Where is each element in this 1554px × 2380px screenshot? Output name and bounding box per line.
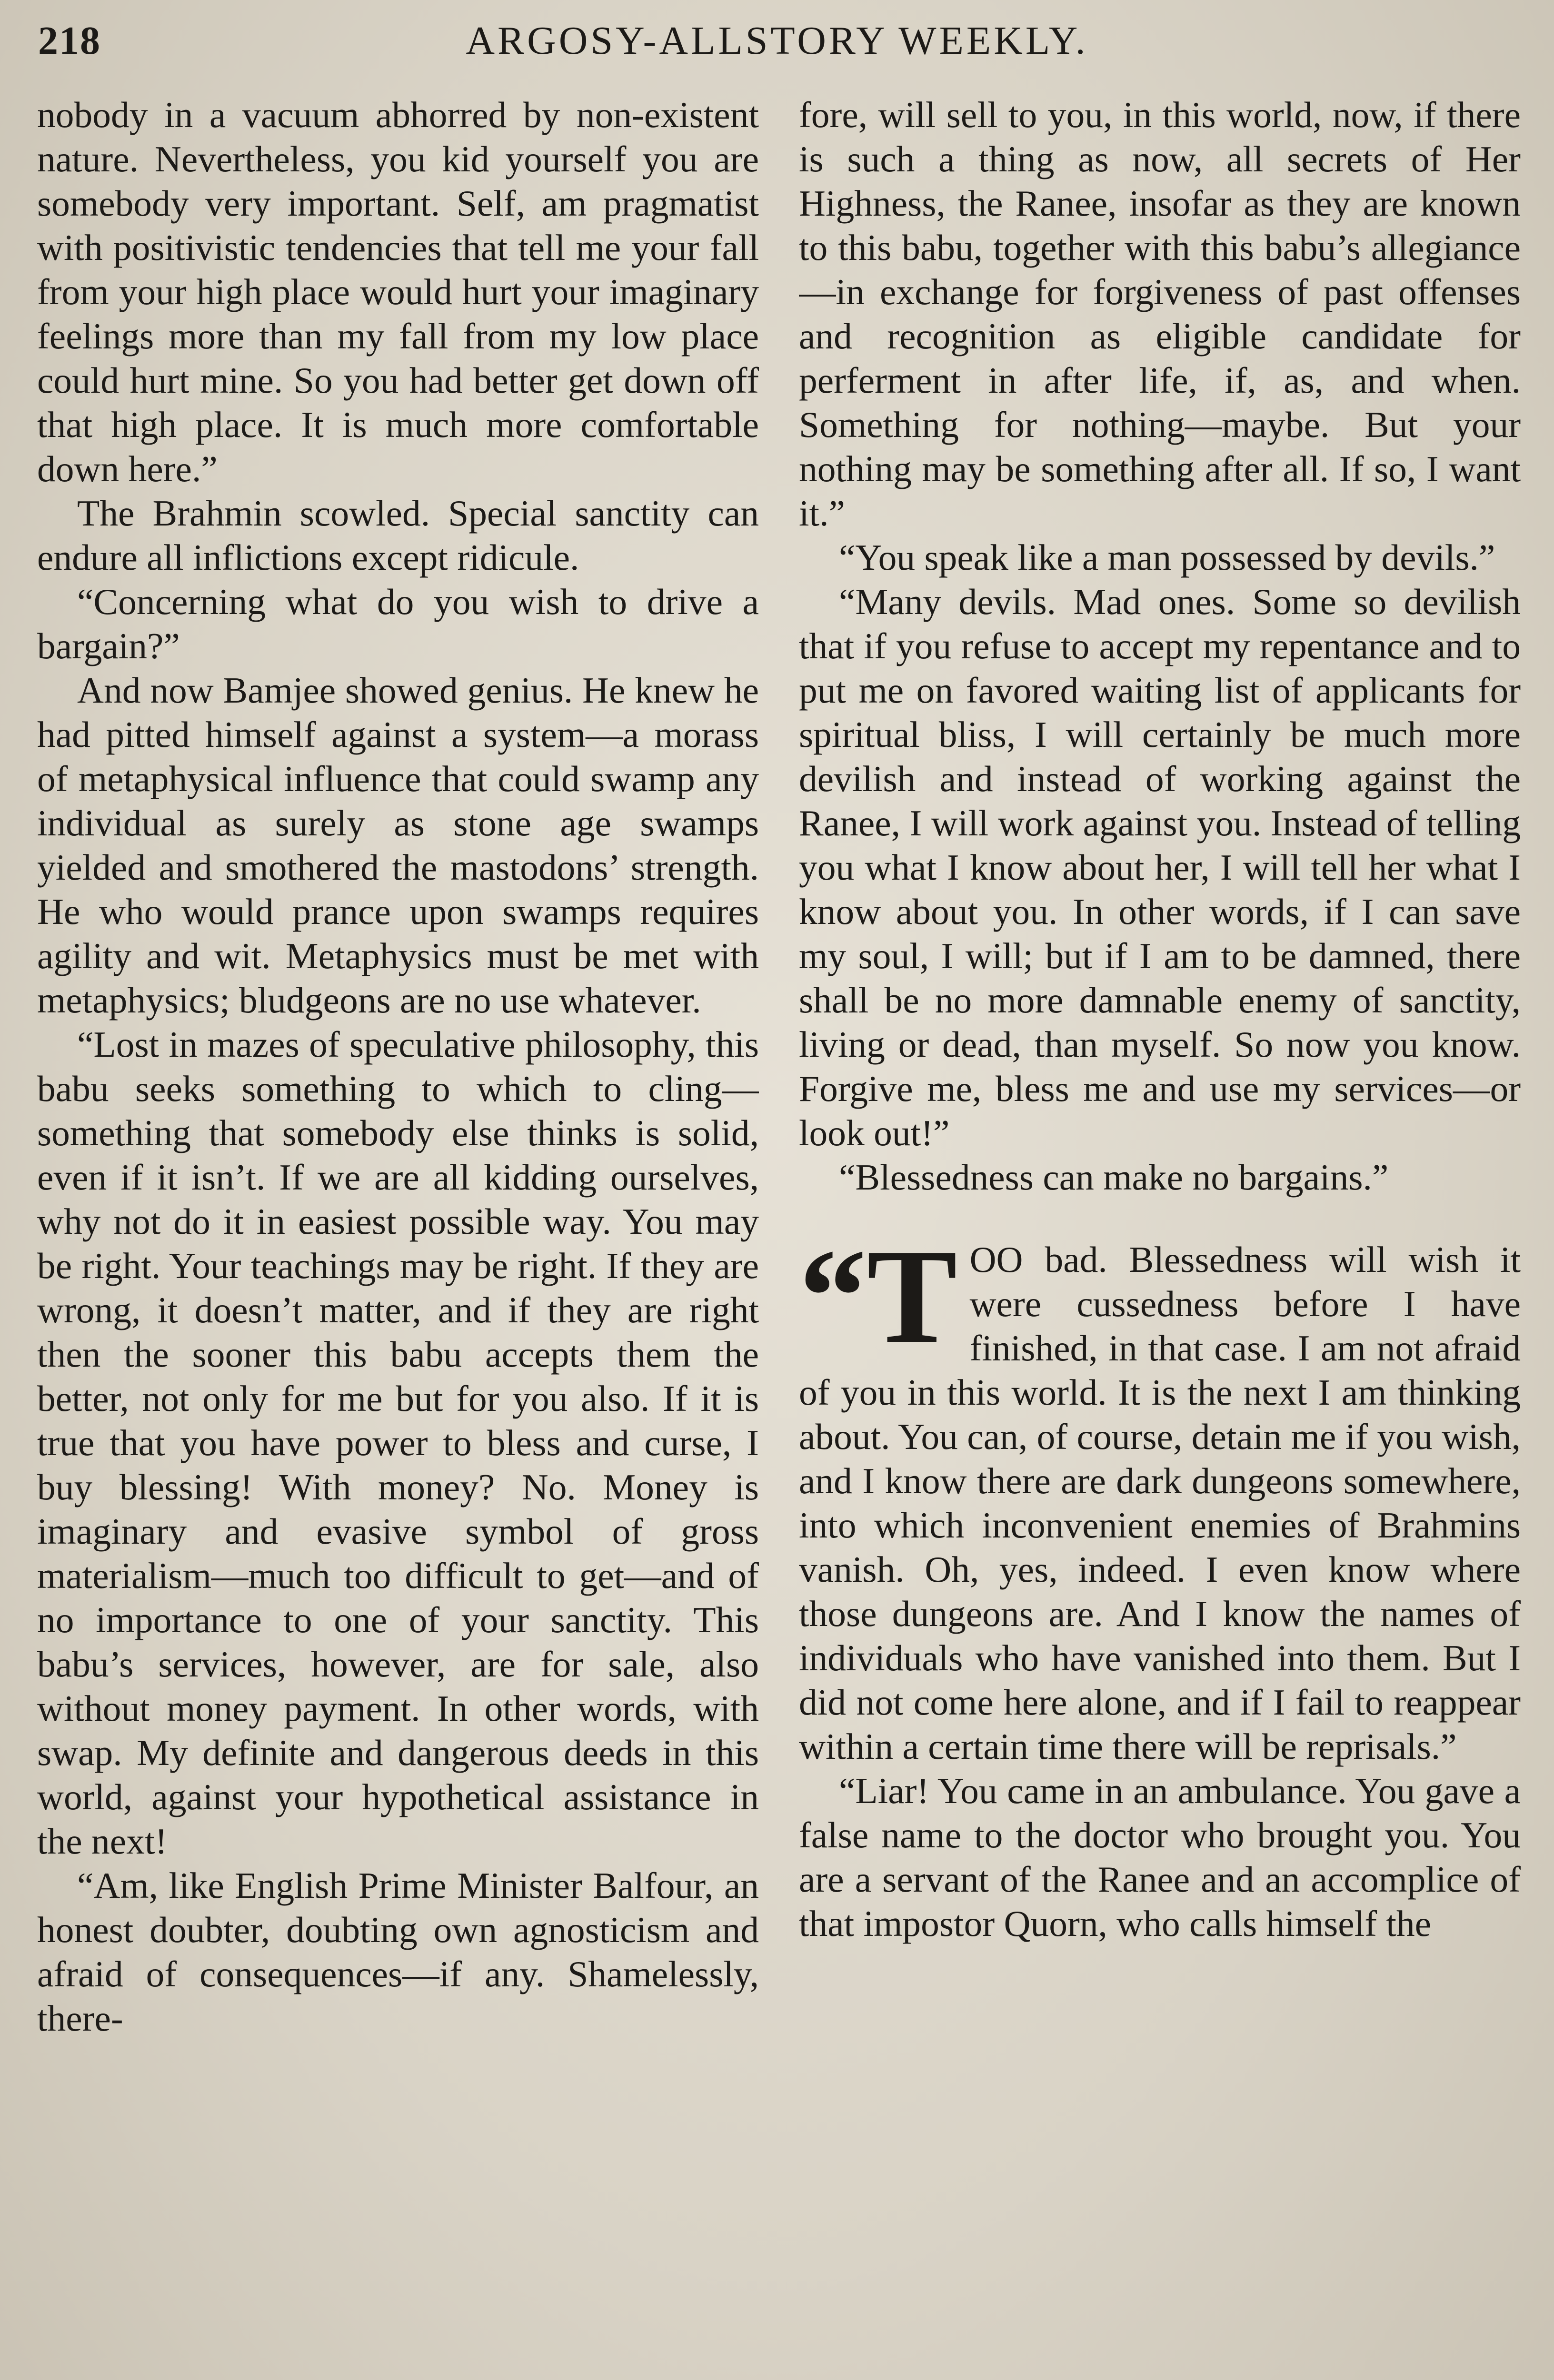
paragraph: “You speak like a man possessed by devils.”	[839, 537, 1495, 578]
paragraph: nobody in a vacuum abhorred by non-existent nature. Nevertheless, you kid yourself you are somebody very important. Self, am pragmatist with positivistic tendencies that tell me your fall from your high place would hurt your imaginary feelings more than my fall from my low place could hurt mine. So you had better get down off that high place. It is much more comfortable down here.”	[37, 94, 759, 489]
paragraph-text: OO bad. Blessedness will wish it were cussedness before I have finished, in that case. I am not afraid of you in this world. It is the next I am thinking about. You can, of course, detain me if you wish, and I know there are dark dungeons somewhere, into which inconvenient enemies of Brahmins vanish. Oh, yes, indeed. I even know where those dungeons are. And I know the names of individuals who have vanished into them. But I did not come here alone, and if I fail to reappear within a certain time there will be reprisals.”	[799, 1239, 1521, 1767]
running-head: ARGOSY-ALLSTORY WEEKLY.	[466, 18, 1088, 63]
paragraph: And now Bamjee showed genius. He knew he had pitted himself against a system—a morass of metaphysical influence that could swamp any individual as surely as stone age swamps yielded and smothered the mastodons’ strength. He who would prance upon swamps requires agility and wit. Metaphysics must be met with metaphysics; bludgeons are no use whatever.	[37, 670, 759, 1021]
page-header	[38, 10, 1516, 71]
paragraph: “Am, like English Prime Minister Balfour, an honest doubter, doubting own agnosticism and afraid of consequences—if any. Shamelessly, there-	[37, 1865, 759, 2039]
paragraph: The Brahmin scowled. Special sanctity can endure all inflictions except ridicule.	[37, 493, 759, 578]
paragraph: “Lost in mazes of speculative philosophy, this babu seeks something to which to cling—something that somebody else thinks is solid, even if it isn’t. If we are all kidding ourselves, why not do it in easiest possible way. You may be right. Your teachings may be right. If they are wrong, it doesn’t matter, and if they are right then the sooner this babu accepts them the better, not only for me but for you also. If it is true that you have power to bless and curse, I buy blessing! With money? No. Money is imaginary and evasive symbol of gross materialism—much too difficult to get—and of no importance to one of your sanctity. This babu’s services, however, are for sale, also without money payment. In other words, with swap. My definite and dangerous deeds in this world, against your hypothetical assistance in the next!	[37, 1024, 759, 1862]
paragraph: “Liar! You came in an ambulance. You gave a false name to the doctor who brought you. You are a servant of the Ranee and an accomplice of that impostor Quorn, who calls himself the	[799, 1770, 1521, 1944]
right-column	[799, 93, 1521, 2380]
page-number: 218	[38, 18, 101, 63]
paragraph: fore, will sell to you, in this world, now, if there is such a thing as now, all secrets of Her Highness, the Ranee, insofar as they are known to this babu, together with this babu’s allegiance—in exchange for forgiveness of past offenses and recognition as eligible candidate for perferment in after life, if, as, and when. Something for nothing—maybe. But your nothing may be something after all. If so, I want it.”	[799, 94, 1521, 534]
paragraph: “Blessedness can make no bargains.”	[839, 1157, 1389, 1198]
drop-cap-paragraph	[799, 1221, 1521, 1769]
paragraph: “Concerning what do you wish to drive a bargain?”	[37, 581, 759, 666]
left-column	[37, 93, 759, 2380]
paragraph: “Many devils. Mad ones. Some so devilish that if you refuse to accept my repentance and to put me on favored waiting list of applicants for spiritual bliss, I will certainly be much more devilish and instead of working against the Ranee, I will work against you. Instead of telling you what I know about her, I will tell her what I know about you. In other words, if I can save my soul, I will; but if I am to be damned, there shall be no more damnable enemy of sanctity, living or dead, than myself. So now you know. Forgive me, bless me and use my services—or look out!”	[799, 581, 1521, 1153]
text-columns	[37, 93, 1521, 2380]
drop-cap: “T	[799, 1221, 957, 1371]
